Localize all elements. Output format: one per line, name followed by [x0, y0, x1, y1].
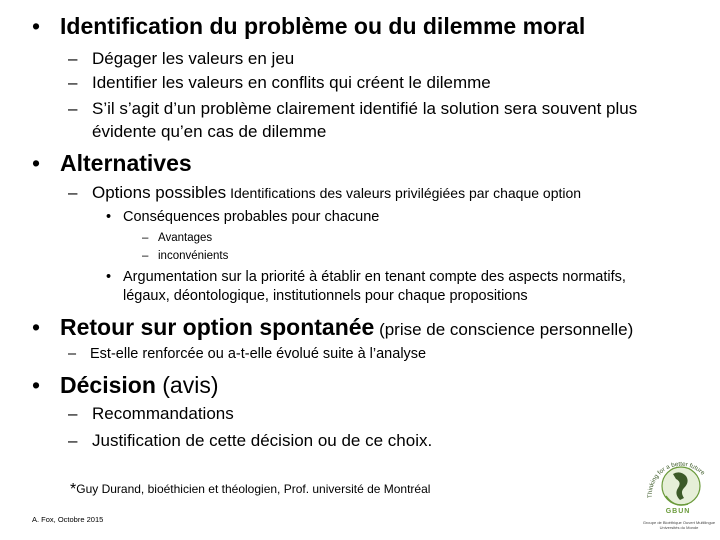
- logo-ring-text: Thinking for a better future: [646, 460, 707, 499]
- citation: [70, 481, 430, 499]
- slide: • Identification du problème ou du dilemme moral – Dégager les valeurs en jeu – Identifier les valeurs en conflits qui créent le dilemme – S’il s’agit d’un problème clairement identifié la solution sera souvent plus évidente qu’en cas de dilemme • Alternatives – Options possibles Identifications des valeurs privilégiées par chaque option • Conséquences probables pour chacune – Avantages – inconvénients • Argumentation sur la priorité à établir en tenant compte des aspects normatifs, légaux, déontologique, institutionnels pour chaque propositions • Retour sur option spontanée (prise de conscience personnelle) – Est-elle renforcée ou a-t-elle évolué suite à l’analyse • Décision (avis) – Recommandations – Justification de cette décision ou de ce choix. *Guy Durand, bioéthicien et théologien, Prof. université de Montréal A. Fox, Octobre 2015 Thinking for a better future GBUN Groupe de Bioéthique Ouvert Multilingue Universités du Monde: [0, 0, 720, 540]
- bullet: •: [32, 13, 41, 39]
- bullet: •: [32, 314, 41, 340]
- section-title: Identification du problème ou du dilemme moral: [60, 13, 586, 39]
- bullet: •: [32, 150, 41, 176]
- citation-text: Guy Durand, bioéthicien et théologien, Prof. université de Montréal: [76, 482, 431, 496]
- section-title: Retour sur option spontanée: [60, 314, 375, 340]
- logo-subtitle: Groupe de Bioéthique Ouvert Multilingue Universités du Monde: [642, 520, 716, 530]
- bullet: •: [32, 372, 41, 398]
- asterisk: *: [70, 481, 77, 498]
- logo-name: GBUN: [665, 508, 691, 515]
- author-date: A. Fox, Octobre 2015: [32, 515, 104, 524]
- section-title: Alternatives: [60, 150, 192, 176]
- section-title: Décision: [60, 372, 156, 398]
